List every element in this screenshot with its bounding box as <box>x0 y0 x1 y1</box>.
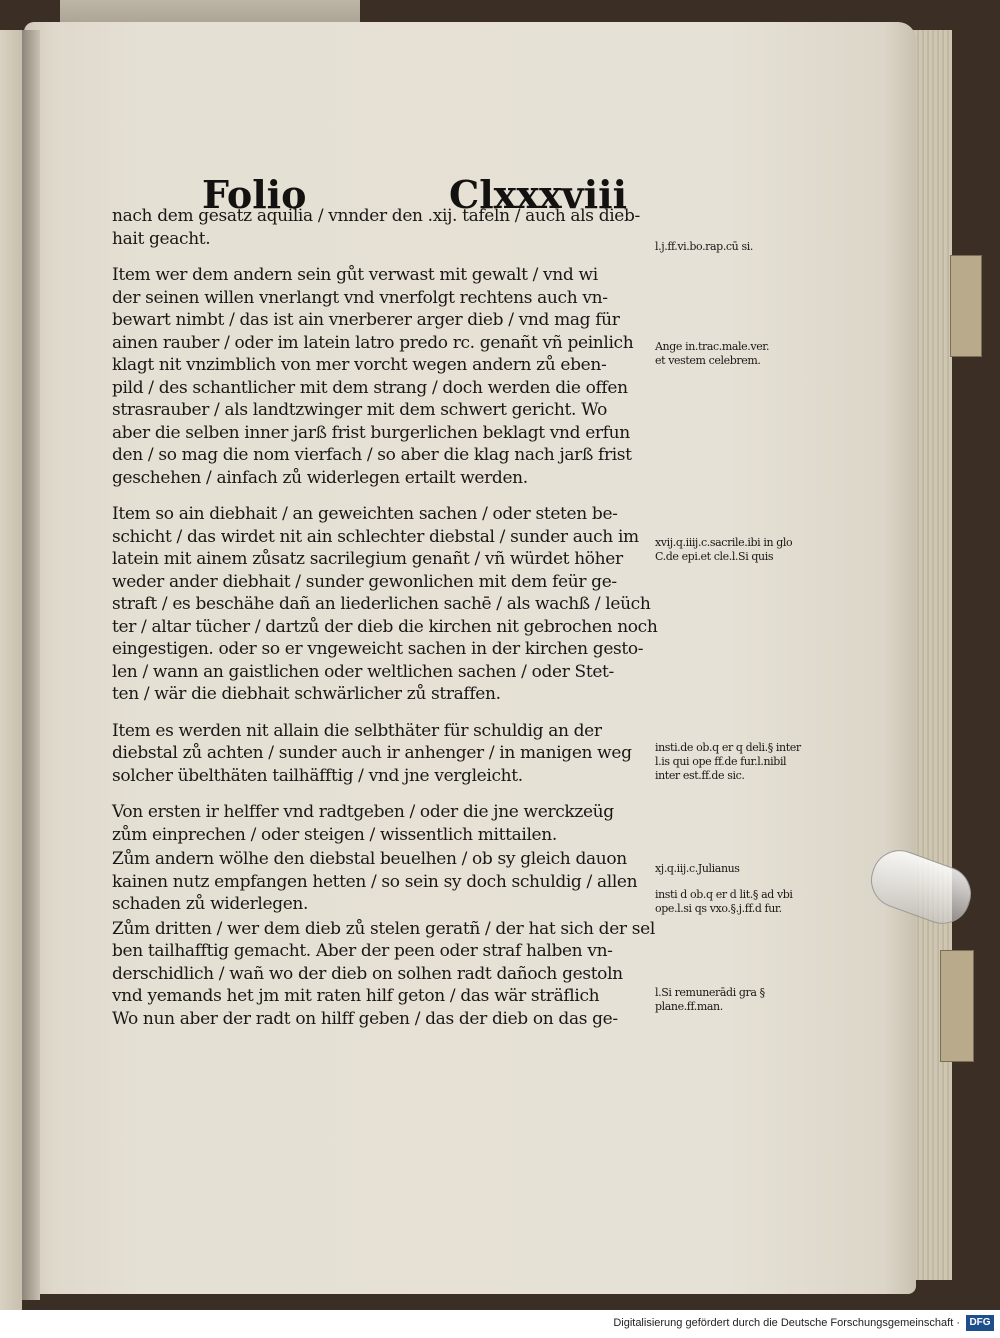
note-line: C.de epi.et cle.l.Si quis <box>655 550 774 563</box>
text-line: zům einprechen / oder steigen / wissentlich mittailen. <box>112 824 557 845</box>
text-line: Item es werden nit allain die selbthäter für schuldig an der <box>112 720 602 741</box>
text-line: geschehen / ainfach zů widerlegen ertailt werden. <box>112 467 528 488</box>
text-line: derschidlich / wañ wo der dieb on solhen radt dañoch gestoln <box>112 963 623 984</box>
note-line: xj.q.iij.c.Julianus <box>655 862 740 875</box>
text-line: klagt nit vnzimblich von mer vorcht wegen andern zů eben- <box>112 355 607 375</box>
text-line: ainen rauber / oder im latein latro predo rc. genañt vñ peinlich <box>112 332 634 353</box>
text-line: straft / es beschähe dañ an liederlichen sachē / als wachß / leüch <box>112 594 651 614</box>
footer-bar <box>0 1310 1000 1338</box>
main-text-column <box>112 205 658 1044</box>
note-line: l.j.ff.vi.bo.rap.cū si. <box>655 240 753 253</box>
paragraph <box>112 848 638 916</box>
margin-note <box>655 340 835 368</box>
text-line: latein mit ainem zůsatz sacrilegium genañt / vñ würdet höher <box>112 549 623 569</box>
paragraph <box>112 801 632 846</box>
text-line: strasrauber / als landtzwinger mit dem schwert gericht. Wo <box>112 400 607 420</box>
text-line: ter / altar tücher / dartzů der dieb die kirchen nit gebrochen noch <box>112 616 658 637</box>
text-line: len / wann an gaistlichen oder weltlichen sachen / oder Stet- <box>112 661 614 682</box>
note-line: et vestem celebrem. <box>655 354 761 367</box>
note-line: l.is qui ope ff.de fur.l.nibil <box>655 755 787 768</box>
text-line: Von ersten ir helffer vnd radtgeben / oder die jne werckzeüg <box>112 802 614 822</box>
text-line: diebstal zů achten / sunder auch ir anhenger / in manigen weg <box>112 743 632 763</box>
text-line: Item so ain diebhait / an geweichten sachen / oder steten be- <box>112 504 618 524</box>
folio-label: Folio <box>202 172 307 217</box>
paragraph <box>112 503 658 706</box>
funding-credit: Digitalisierung gefördert durch die Deutsche Forschungsgemeinschaft · <box>613 1317 960 1329</box>
paragraph <box>112 205 640 250</box>
text-line: den / so mag die nom vierfach / so aber die klag nach jarß frist <box>112 445 632 465</box>
dfg-logo: DFG <box>966 1315 994 1331</box>
text-line: pild / des schantlicher mit dem strang / doch werden die offen <box>112 377 628 398</box>
text-line: Item wer dem andern sein gůt verwast mit gewalt / vnd wi <box>112 265 598 285</box>
text-line: aber die selben inner jarß frist burgerlichen beklagt vnd erfun <box>112 422 630 443</box>
text-line: hait geacht. <box>112 228 211 249</box>
book-page <box>24 22 916 1294</box>
text-line: ben tailhafftig gemacht. Aber der peen oder straf halben vn- <box>112 941 613 961</box>
text-line: Zům andern wölhe den diebstal beuelhen / ob sy gleich dauon <box>112 849 627 869</box>
text-line: eingestigen. oder so er vngeweicht sachen in der kirchen gesto- <box>112 639 644 659</box>
text-line: kainen nutz empfangen hetten / so sein sy doch schuldig / allen <box>112 871 638 892</box>
text-line: ten / wär die diebhait schwärlicher zů straffen. <box>112 684 501 704</box>
note-line: plane.ff.man. <box>655 1000 723 1013</box>
text-line: Wo nun aber der radt on hilff geben / das der dieb on das ge- <box>112 1008 618 1029</box>
text-line: Zům dritten / wer dem dieb zů stelen geratñ / der hat sich der sel <box>112 918 655 939</box>
text-line: schicht / das wirdet nit ain schlechter diebstal / sunder auch im <box>112 526 639 547</box>
left-page-edge <box>0 30 22 1310</box>
folio-number: Clxxxviii <box>449 172 628 217</box>
margin-note <box>655 741 835 783</box>
margin-note <box>655 240 835 254</box>
note-line: ope.l.si qs vxo.§.j.ff.d fur. <box>655 902 782 915</box>
note-line: insti.de ob.q er q deli.§ inter <box>655 741 801 754</box>
text-line: vnd yemands het jm mit raten hilf geton / das wär sträflich <box>112 986 600 1006</box>
text-line: solcher übelthäten tailhäfftig / vnd jne vergleicht. <box>112 765 523 786</box>
book-gutter <box>22 30 40 1300</box>
note-line: insti d ob.q er d lit.§ ad vbi <box>655 888 793 901</box>
text-line: schaden zů widerlegen. <box>112 894 309 914</box>
margin-note <box>655 862 835 876</box>
text-line: der seinen willen vnerlangt vnd vnerfolgt rechtens auch vn- <box>112 287 608 308</box>
paragraph <box>112 720 632 788</box>
paragraph <box>112 918 655 1031</box>
note-line: inter est.ff.de sic. <box>655 769 745 782</box>
text-line: bewart nimbt / das ist ain vnerberer arger dieb / vnd mag für <box>112 310 620 330</box>
text-line: weder ander diebhait / sunder gewonlichen mit dem feür ge- <box>112 571 617 592</box>
margin-note <box>655 888 835 916</box>
margin-note <box>655 986 835 1014</box>
note-line: Ange in.trac.male.ver. <box>655 340 770 353</box>
note-line: xvij.q.iiij.c.sacrile.ibi in glo <box>655 536 793 549</box>
text-line: nach dem gesatz aquilia / vnnder den .xij. tafeln / auch als dieb- <box>112 206 640 226</box>
paper-tab <box>950 255 982 357</box>
note-line: l.Si remunerādi gra § <box>655 986 765 999</box>
margin-note <box>655 536 835 564</box>
paragraph <box>112 264 632 489</box>
paper-tab <box>940 950 974 1062</box>
